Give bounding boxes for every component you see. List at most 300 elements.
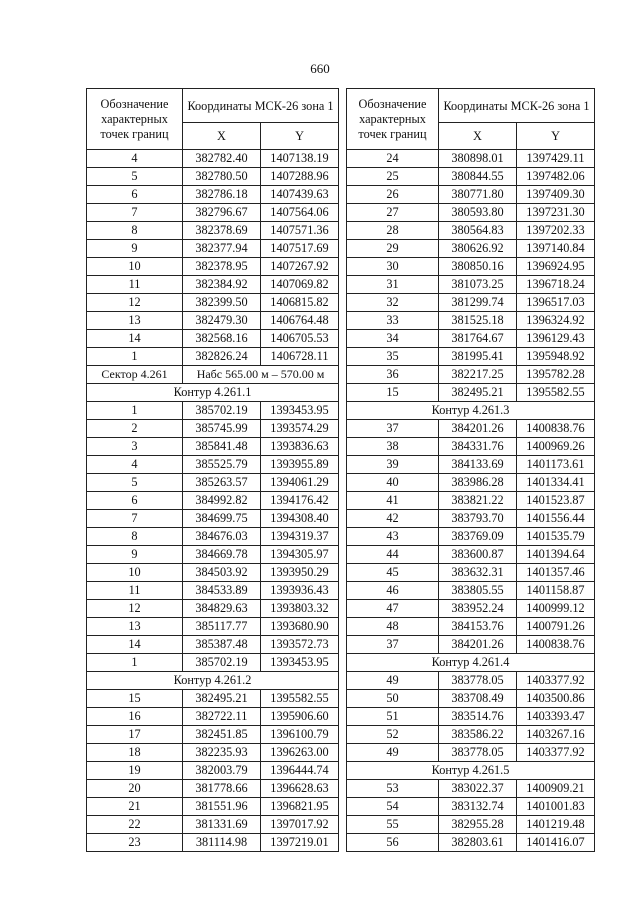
point-number: 22 (87, 816, 183, 834)
table-row (347, 582, 595, 600)
coord-x: 385702.19 (183, 654, 261, 672)
table-row (87, 762, 339, 780)
coord-y: 1401173.61 (517, 456, 595, 474)
coord-x: 380564.83 (439, 222, 517, 240)
table-row (87, 438, 339, 456)
point-number: 3 (87, 438, 183, 456)
point-number: 19 (87, 762, 183, 780)
table-row (87, 420, 339, 438)
point-number: 10 (87, 258, 183, 276)
coord-x: 384331.76 (439, 438, 517, 456)
table-body-left (87, 150, 339, 852)
coord-y: 1401416.07 (517, 834, 595, 852)
table-row (87, 582, 339, 600)
coord-y: 1393453.95 (261, 654, 339, 672)
point-number: 52 (347, 726, 439, 744)
table-row (347, 618, 595, 636)
coord-x: 382377.94 (183, 240, 261, 258)
table-row (347, 546, 595, 564)
coord-x: 382479.30 (183, 312, 261, 330)
coord-y: 1395948.92 (517, 348, 595, 366)
coord-y: 1401394.64 (517, 546, 595, 564)
point-number: 1 (87, 402, 183, 420)
table-row (87, 618, 339, 636)
contour-row (87, 672, 339, 690)
coord-x: 385525.79 (183, 456, 261, 474)
point-number: 51 (347, 708, 439, 726)
coord-y: 1395582.55 (261, 690, 339, 708)
point-number: 15 (347, 384, 439, 402)
table-row (87, 456, 339, 474)
table-row (87, 726, 339, 744)
point-number: 48 (347, 618, 439, 636)
point-number: 28 (347, 222, 439, 240)
coord-y: 1396129.43 (517, 330, 595, 348)
table-row (87, 816, 339, 834)
table-row (347, 492, 595, 510)
coord-x: 380898.01 (439, 150, 517, 168)
coord-y: 1394308.40 (261, 510, 339, 528)
coord-x: 384201.26 (439, 636, 517, 654)
coord-y: 1393680.90 (261, 618, 339, 636)
table-row (347, 348, 595, 366)
coord-x: 380593.80 (439, 204, 517, 222)
coord-x: 383986.28 (439, 474, 517, 492)
coord-x: 380844.55 (439, 168, 517, 186)
contour-label: Контур 4.261.5 (347, 762, 595, 780)
coord-x: 384669.78 (183, 546, 261, 564)
table-row (347, 690, 595, 708)
coord-y: 1393936.43 (261, 582, 339, 600)
coord-y: 1397409.30 (517, 186, 595, 204)
coord-y: 1407571.36 (261, 222, 339, 240)
coord-y: 1393836.63 (261, 438, 339, 456)
point-number: 7 (87, 510, 183, 528)
table-row (347, 528, 595, 546)
point-number: 13 (87, 312, 183, 330)
coord-x: 383769.09 (439, 528, 517, 546)
sector-row (87, 366, 339, 384)
coord-y: 1397202.33 (517, 222, 595, 240)
coord-x: 383778.05 (439, 744, 517, 762)
coord-y: 1401556.44 (517, 510, 595, 528)
point-number: 1 (87, 348, 183, 366)
point-number: 7 (87, 204, 183, 222)
table-row (87, 744, 339, 762)
header-x: X (183, 123, 261, 150)
coord-y: 1400909.21 (517, 780, 595, 798)
table-row (347, 168, 595, 186)
coord-y: 1406764.48 (261, 312, 339, 330)
point-number: 31 (347, 276, 439, 294)
coord-x: 380771.80 (439, 186, 517, 204)
coord-x: 382495.21 (439, 384, 517, 402)
coord-y: 1396263.00 (261, 744, 339, 762)
table-row (87, 312, 339, 330)
table-row (87, 402, 339, 420)
coord-y: 1406705.53 (261, 330, 339, 348)
coord-x: 384699.75 (183, 510, 261, 528)
coord-y: 1395906.60 (261, 708, 339, 726)
coord-x: 382217.25 (439, 366, 517, 384)
coord-y: 1407288.96 (261, 168, 339, 186)
header-y: Y (517, 123, 595, 150)
table-row (87, 258, 339, 276)
coord-x: 382782.40 (183, 150, 261, 168)
coord-y: 1395582.55 (517, 384, 595, 402)
coord-x: 382826.24 (183, 348, 261, 366)
table-row (87, 150, 339, 168)
point-number: 23 (87, 834, 183, 852)
point-number: 42 (347, 510, 439, 528)
table-row (87, 528, 339, 546)
coord-x: 380626.92 (439, 240, 517, 258)
header-coordinates: Координаты МСК-26 зона 1 (183, 89, 339, 123)
point-number: 40 (347, 474, 439, 492)
contour-row (347, 402, 595, 420)
coord-y: 1407517.69 (261, 240, 339, 258)
coord-y: 1397482.06 (517, 168, 595, 186)
coord-y: 1396517.03 (517, 294, 595, 312)
coord-y: 1393453.95 (261, 402, 339, 420)
point-number: 47 (347, 600, 439, 618)
point-number: 6 (87, 186, 183, 204)
contour-row (347, 762, 595, 780)
point-number: 15 (87, 690, 183, 708)
coord-x: 385841.48 (183, 438, 261, 456)
point-number: 29 (347, 240, 439, 258)
table-row (87, 204, 339, 222)
table-row (347, 600, 595, 618)
table-row (347, 834, 595, 852)
point-number: 12 (87, 294, 183, 312)
coord-x: 383632.31 (439, 564, 517, 582)
table-row (347, 276, 595, 294)
coord-x: 385702.19 (183, 402, 261, 420)
point-number: 43 (347, 528, 439, 546)
coord-y: 1400838.76 (517, 420, 595, 438)
point-number: 46 (347, 582, 439, 600)
point-number: 45 (347, 564, 439, 582)
point-number: 55 (347, 816, 439, 834)
point-number: 6 (87, 492, 183, 510)
table-row (87, 168, 339, 186)
coord-x: 382399.50 (183, 294, 261, 312)
coord-x: 384533.89 (183, 582, 261, 600)
coord-x: 382796.67 (183, 204, 261, 222)
coord-x: 381299.74 (439, 294, 517, 312)
coord-y: 1396924.95 (517, 258, 595, 276)
point-number: 54 (347, 798, 439, 816)
coord-y: 1396821.95 (261, 798, 339, 816)
point-number: 32 (347, 294, 439, 312)
point-number: 25 (347, 168, 439, 186)
coord-y: 1403500.86 (517, 690, 595, 708)
point-number: 35 (347, 348, 439, 366)
table-row (347, 438, 595, 456)
coord-x: 384201.26 (439, 420, 517, 438)
point-number: 17 (87, 726, 183, 744)
coord-x: 384676.03 (183, 528, 261, 546)
coordinates-table-left (86, 88, 339, 852)
coord-y: 1396718.24 (517, 276, 595, 294)
coord-y: 1394061.29 (261, 474, 339, 492)
table-row (87, 222, 339, 240)
header-x: X (439, 123, 517, 150)
table-row (87, 186, 339, 204)
coord-y: 1393572.73 (261, 636, 339, 654)
point-number: 13 (87, 618, 183, 636)
coord-y: 1393950.29 (261, 564, 339, 582)
table-row (87, 654, 339, 672)
table-row (347, 240, 595, 258)
coord-y: 1397017.92 (261, 816, 339, 834)
table-row (87, 690, 339, 708)
point-number: 20 (87, 780, 183, 798)
coord-x: 381073.25 (439, 276, 517, 294)
coord-y: 1397140.84 (517, 240, 595, 258)
contour-label: Контур 4.261.2 (87, 672, 339, 690)
point-number: 34 (347, 330, 439, 348)
table-row (87, 348, 339, 366)
point-number: 8 (87, 222, 183, 240)
coord-y: 1407267.92 (261, 258, 339, 276)
table-row (347, 564, 595, 582)
table-row (347, 366, 595, 384)
coord-x: 382803.61 (439, 834, 517, 852)
coord-x: 383778.05 (439, 672, 517, 690)
point-number: 27 (347, 204, 439, 222)
contour-label: Контур 4.261.4 (347, 654, 595, 672)
coord-x: 384153.76 (439, 618, 517, 636)
coord-x: 382235.93 (183, 744, 261, 762)
contour-row (347, 654, 595, 672)
coord-y: 1394176.42 (261, 492, 339, 510)
table-row (347, 708, 595, 726)
point-number: 4 (87, 456, 183, 474)
table-row (347, 672, 595, 690)
table-row (347, 222, 595, 240)
point-number: 50 (347, 690, 439, 708)
coord-y: 1401001.83 (517, 798, 595, 816)
table-row (87, 330, 339, 348)
coord-y: 1396100.79 (261, 726, 339, 744)
point-number: 49 (347, 744, 439, 762)
coord-y: 1406815.82 (261, 294, 339, 312)
coord-y: 1393574.29 (261, 420, 339, 438)
coord-x: 383022.37 (439, 780, 517, 798)
table-row (87, 834, 339, 852)
point-number: 37 (347, 420, 439, 438)
table-row (87, 600, 339, 618)
table-row (347, 510, 595, 528)
coord-x: 385745.99 (183, 420, 261, 438)
header-point-label: Обозначение характерных точек границ (87, 89, 183, 150)
point-number: 2 (87, 420, 183, 438)
contour-label: Контур 4.261.3 (347, 402, 595, 420)
coord-x: 381114.98 (183, 834, 261, 852)
table-row (347, 258, 595, 276)
table-row (87, 798, 339, 816)
point-number: 11 (87, 276, 183, 294)
point-number: 11 (87, 582, 183, 600)
table-row (87, 510, 339, 528)
coord-x: 383600.87 (439, 546, 517, 564)
coord-x: 384503.92 (183, 564, 261, 582)
coord-x: 385387.48 (183, 636, 261, 654)
coord-y: 1394319.37 (261, 528, 339, 546)
table-row (347, 798, 595, 816)
coord-y: 1394305.97 (261, 546, 339, 564)
coord-x: 381551.96 (183, 798, 261, 816)
point-number: 16 (87, 708, 183, 726)
coord-y: 1397231.30 (517, 204, 595, 222)
coord-y: 1407564.06 (261, 204, 339, 222)
table-row (87, 294, 339, 312)
coord-x: 385263.57 (183, 474, 261, 492)
table-row (87, 492, 339, 510)
point-number: 12 (87, 600, 183, 618)
coord-x: 382003.79 (183, 762, 261, 780)
table-row (347, 780, 595, 798)
coord-x: 381778.66 (183, 780, 261, 798)
coord-y: 1403377.92 (517, 672, 595, 690)
coord-x: 383586.22 (439, 726, 517, 744)
point-number: 30 (347, 258, 439, 276)
point-number: 44 (347, 546, 439, 564)
point-number: 5 (87, 474, 183, 492)
table-row (87, 636, 339, 654)
coord-x: 383708.49 (439, 690, 517, 708)
coord-y: 1401523.87 (517, 492, 595, 510)
point-number: 4 (87, 150, 183, 168)
table-row (87, 240, 339, 258)
coord-y: 1396324.92 (517, 312, 595, 330)
coord-x: 382568.16 (183, 330, 261, 348)
coord-x: 382451.85 (183, 726, 261, 744)
coord-y: 1403377.92 (517, 744, 595, 762)
contour-label: Контур 4.261.1 (87, 384, 339, 402)
point-number: 9 (87, 546, 183, 564)
coord-x: 381525.18 (439, 312, 517, 330)
point-number: 38 (347, 438, 439, 456)
point-number: 18 (87, 744, 183, 762)
coord-x: 385117.77 (183, 618, 261, 636)
point-number: 8 (87, 528, 183, 546)
header-coordinates: Координаты МСК-26 зона 1 (439, 89, 595, 123)
coord-x: 384829.63 (183, 600, 261, 618)
coord-x: 383821.22 (439, 492, 517, 510)
table-row (347, 474, 595, 492)
point-number: 21 (87, 798, 183, 816)
coordinates-table-right (346, 88, 595, 852)
table-row (347, 636, 595, 654)
point-number: 5 (87, 168, 183, 186)
point-number: 39 (347, 456, 439, 474)
point-number: 1 (87, 654, 183, 672)
point-number: 37 (347, 636, 439, 654)
point-number: 56 (347, 834, 439, 852)
table-row (87, 708, 339, 726)
coord-x: 383793.70 (439, 510, 517, 528)
coord-y: 1400838.76 (517, 636, 595, 654)
coord-y: 1407439.63 (261, 186, 339, 204)
table-row (87, 474, 339, 492)
coord-y: 1401535.79 (517, 528, 595, 546)
coord-x: 383132.74 (439, 798, 517, 816)
table-row (347, 312, 595, 330)
table-row (87, 564, 339, 582)
coord-y: 1400999.12 (517, 600, 595, 618)
coord-y: 1396444.74 (261, 762, 339, 780)
coord-x: 381764.67 (439, 330, 517, 348)
coord-y: 1400791.26 (517, 618, 595, 636)
point-number: 9 (87, 240, 183, 258)
sector-height: Набс 565.00 м – 570.00 м (183, 366, 339, 384)
coord-y: 1393955.89 (261, 456, 339, 474)
coord-y: 1401219.48 (517, 816, 595, 834)
coord-y: 1403393.47 (517, 708, 595, 726)
point-number: 14 (87, 330, 183, 348)
coord-x: 384992.82 (183, 492, 261, 510)
coord-y: 1401158.87 (517, 582, 595, 600)
coord-x: 384133.69 (439, 456, 517, 474)
coord-x: 383952.24 (439, 600, 517, 618)
coord-y: 1397429.11 (517, 150, 595, 168)
coord-x: 383805.55 (439, 582, 517, 600)
table-row (347, 294, 595, 312)
coord-y: 1407138.19 (261, 150, 339, 168)
coord-y: 1395782.28 (517, 366, 595, 384)
table-row (347, 456, 595, 474)
header-point-label: Обозначение характерных точек границ (347, 89, 439, 150)
point-number: 53 (347, 780, 439, 798)
table-row (87, 276, 339, 294)
table-body-right (347, 150, 595, 852)
table-row (87, 546, 339, 564)
point-number: 41 (347, 492, 439, 510)
coord-x: 382780.50 (183, 168, 261, 186)
coord-x: 382384.92 (183, 276, 261, 294)
coord-x: 382722.11 (183, 708, 261, 726)
table-row (347, 186, 595, 204)
coord-x: 382378.95 (183, 258, 261, 276)
coord-y: 1397219.01 (261, 834, 339, 852)
coord-x: 380850.16 (439, 258, 517, 276)
coord-y: 1401357.46 (517, 564, 595, 582)
point-number: 10 (87, 564, 183, 582)
table-row (347, 726, 595, 744)
table-row (347, 384, 595, 402)
coord-x: 382786.18 (183, 186, 261, 204)
coord-y: 1396628.63 (261, 780, 339, 798)
point-number: 36 (347, 366, 439, 384)
sector-label: Сектор 4.261 (87, 366, 183, 384)
header-y: Y (261, 123, 339, 150)
contour-row (87, 384, 339, 402)
point-number: 33 (347, 312, 439, 330)
table-row (347, 150, 595, 168)
table-row (347, 330, 595, 348)
coord-x: 381331.69 (183, 816, 261, 834)
table-row (347, 420, 595, 438)
coord-y: 1406728.11 (261, 348, 339, 366)
coord-y: 1400969.26 (517, 438, 595, 456)
table-row (347, 816, 595, 834)
coord-y: 1403267.16 (517, 726, 595, 744)
coord-x: 382378.69 (183, 222, 261, 240)
table-row (87, 780, 339, 798)
